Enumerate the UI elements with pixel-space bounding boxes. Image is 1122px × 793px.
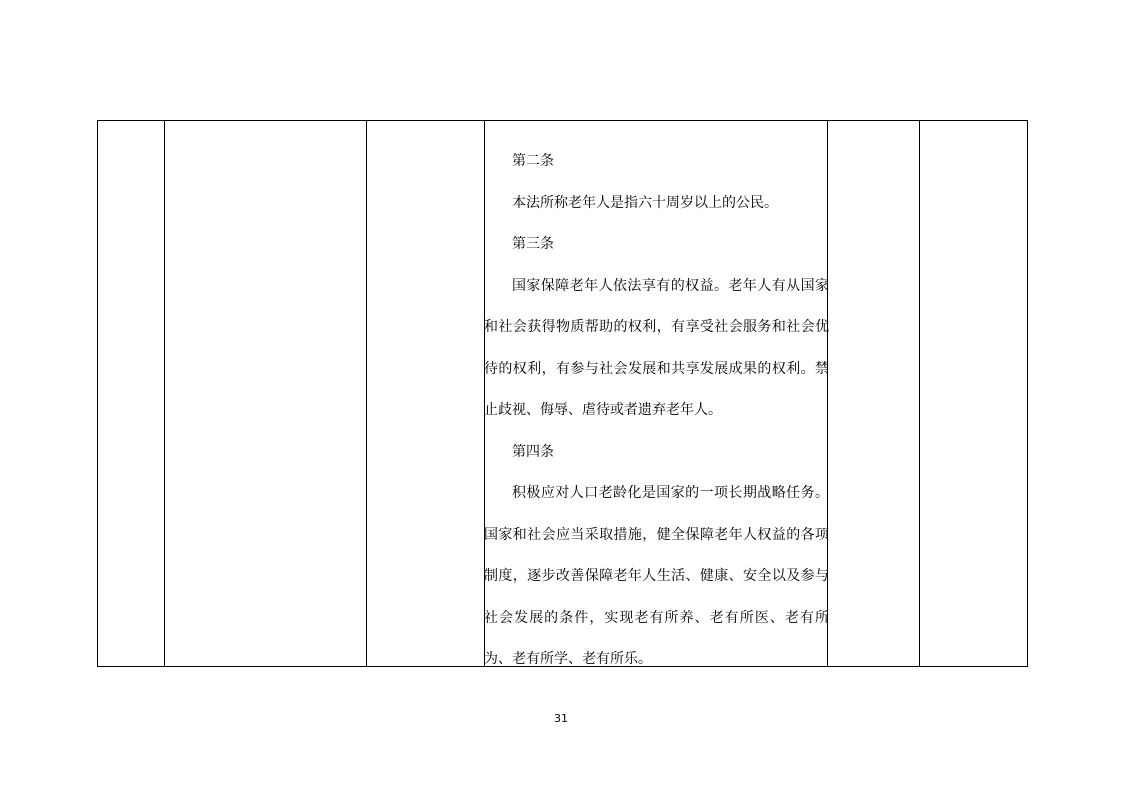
column-divider	[164, 121, 165, 666]
law-text-cell	[484, 141, 829, 681]
article-paragraph: 国家保障老年人依法享有的权益。老年人有从国家和社会获得物质帮助的权利，有享受社会服务和社会优待的权利，有参与社会发展和共享发展成果的权利。禁止歧视、侮辱、虐待或者遗弃老年人。	[484, 277, 829, 418]
article-heading: 第四条	[512, 443, 554, 460]
column-divider	[366, 121, 367, 666]
article-paragraph: 本法所称老年人是指六十周岁以上的公民。	[512, 194, 778, 211]
article-heading: 第三条	[512, 236, 554, 252]
article-paragraph: 积极应对人口老龄化是国家的一项长期战略任务。国家和社会应当采取措施，健全保障老年人权益的各项制度，逐步改善保障老年人生活、健康、安全以及参与社会发展的条件，实现老有所养、老有所医、老有所为、老有所学、老有所乐。	[484, 485, 829, 667]
column-divider	[919, 121, 920, 666]
document-table	[97, 120, 1028, 667]
article-heading: 第二条	[512, 153, 554, 169]
page-number: 31	[554, 712, 568, 725]
